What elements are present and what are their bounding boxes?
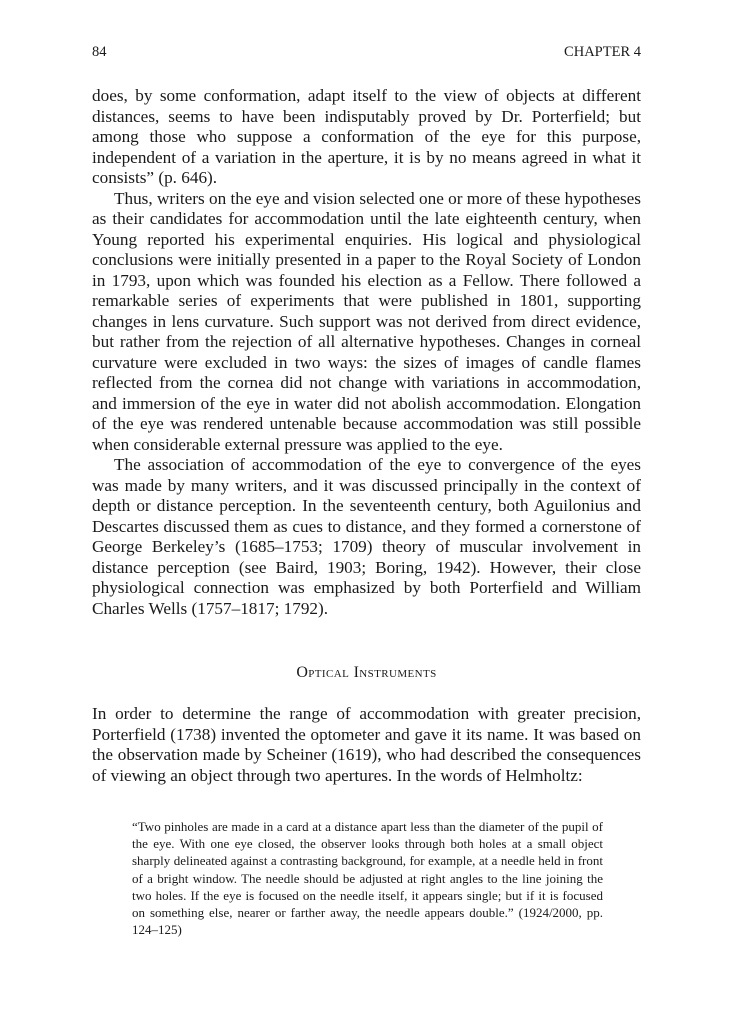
paragraph-continuation: does, by some conformation, adapt itself to the view of objects at different distances, seems to have been indisputably proved by Dr. Porterfield; but among those who suppose a conformation of the eye for this purpose, independent of a variation in the aperture, it is by no means agreed in what it consists” (p. 646). xyxy=(92,86,641,187)
running-head xyxy=(92,44,641,66)
section-text xyxy=(92,704,641,786)
paragraph-optometer: In order to determine the range of accommodation with greater precision, Porterfield (1738) invented the optometer and gave it its name. It was based on the observation made by Scheiner (1619), who had described the consequences of viewing an object through two apertures. In the words of Helmholtz: xyxy=(92,704,641,785)
section-heading: Optical Instruments xyxy=(296,664,437,681)
chapter-label: CHAPTER 4 xyxy=(564,44,641,60)
body-text xyxy=(92,86,641,619)
paragraph-convergence: The association of accommodation of the eye to convergence of the eyes was made by many writers, and it was discussed principally in the context of depth or distance perception. In the seventeenth century, both Aguilonius and Descartes discussed them as cues to distance, and they formed a cornerstone of George Berkeley’s (1685–1753; 1709) theory of muscular involvement in distance perception (see Baird, 1903; Boring, 1942). However, their close physiological connection was emphasized by both Porterfield and William Charles Wells (1757–1817; 1792). xyxy=(92,455,641,618)
page-number: 84 xyxy=(92,44,107,60)
block-quote xyxy=(132,818,603,938)
paragraph-hypotheses: Thus, writers on the eye and vision selected one or more of these hypotheses as their candidates for accommodation until the late eighteenth century, when Young reported his experimental enquiries. His logical and physiological conclusions were initially presented in a paper to the Royal Society of London in 1793, upon which was founded his election as a Fellow. There followed a remarkable series of experiments that were published in 1801, supporting changes in lens curvature. Such support was not derived from direct evidence, but rather from the rejection of all alternative hypotheses. Changes in corneal curvature were excluded in two ways: the sizes of images of candle flames reflected from the cornea did not change with variations in accommodation, and immersion of the eye in water did not abolish accommodation. Elongation of the eye was rendered untenable because accommodation was still possible when considerable external pressure was applied to the eye. xyxy=(92,188,641,454)
quote-text: “Two pinholes are made in a card at a distance apart less than the diameter of the pupil of the eye. With one eye closed, the observer looks through both holes at a small object sharply delineated against a contrasting background, for example, at a needle held in front of a bright window. The needle should be adjusted at right angles to the line joining the two holes. If the eye is focused on the needle itself, it appears single; but if it is focused on something else, nearer or farther away, the needle appears double.” (1924/2000, pp. 124–125) xyxy=(132,819,603,938)
